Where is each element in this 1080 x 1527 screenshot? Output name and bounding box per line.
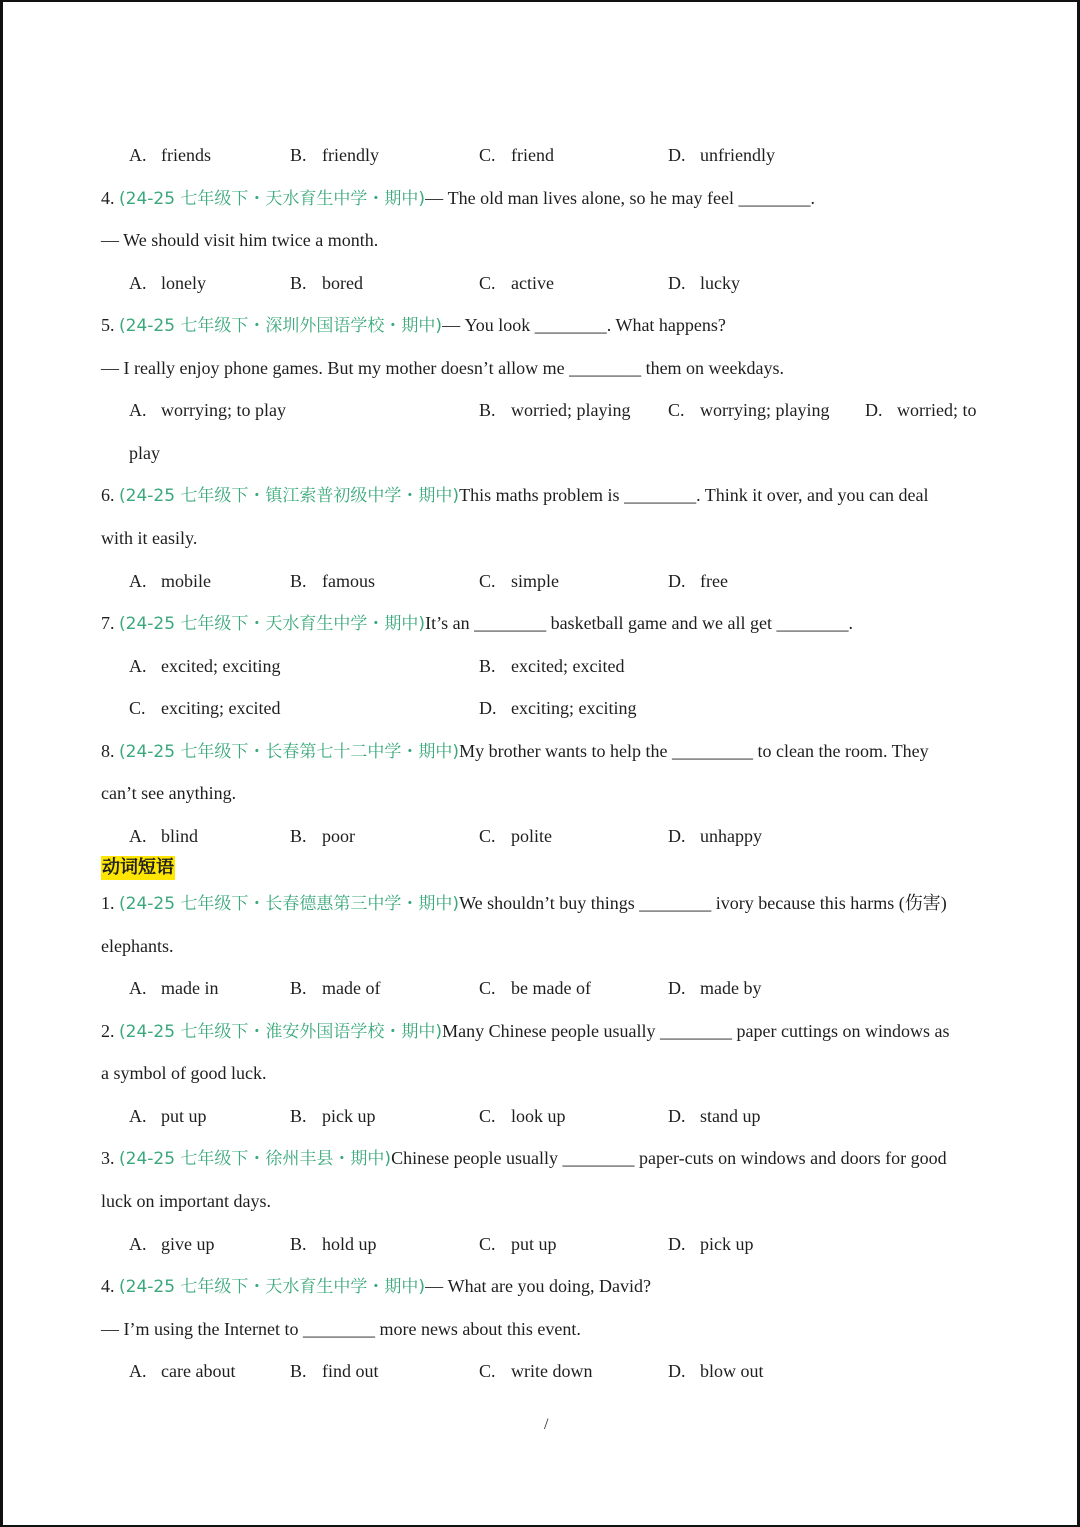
option-d: D. free — [668, 571, 728, 591]
option-d: D. exciting; exciting — [479, 698, 637, 718]
option-b: B. hold up — [290, 1234, 377, 1254]
option-a: A. mobile — [129, 571, 211, 591]
option-a: A. excited; exciting — [129, 656, 281, 676]
question-continuation: with it easily. — [101, 528, 198, 548]
option-c: C. polite — [479, 826, 552, 846]
option-b: B. worried; playing — [479, 400, 631, 420]
question-stem: 8. (24-25 七年级下・长春第七十二中学・期中)My brother wants to help the _________ to clean the room. They — [101, 741, 929, 762]
question-stem: 7. (24-25 七年级下・天水育生中学・期中)It’s an ________ basketball game and we all get ________. — [101, 613, 853, 634]
question-continuation: luck on important days. — [101, 1191, 271, 1211]
option-c: C. friend — [479, 145, 554, 165]
question-continuation: — I really enjoy phone games. But my mother doesn’t allow me ________ them on weekdays. — [101, 358, 785, 378]
option-c: C. put up — [479, 1234, 557, 1254]
question-continuation: — We should visit him twice a month. — [101, 230, 379, 250]
option-a: A. friends — [129, 145, 211, 165]
question-stem: 5. (24-25 七年级下・深圳外国语学校・期中)— You look ________. What happens? — [101, 315, 726, 336]
section-heading: 动词短语 — [102, 857, 174, 878]
option-a: A. worrying; to play — [129, 400, 286, 420]
option-d: D. worried; to — [865, 400, 977, 420]
option-a: A. give up — [129, 1234, 215, 1254]
option-c: C. worrying; playing — [668, 400, 830, 420]
option-a: A. care about — [129, 1361, 236, 1381]
option-d: D. pick up — [668, 1234, 754, 1254]
option-b: B. excited; excited — [479, 656, 625, 676]
question-stem: 6. (24-25 七年级下・镇江索普初级中学・期中)This maths problem is ________. Think it over, and you can deal — [101, 485, 929, 506]
option-d: D. stand up — [668, 1106, 761, 1126]
question-continuation: a symbol of good luck. — [101, 1063, 267, 1083]
option-b: B. bored — [290, 273, 363, 293]
question-stem: 1. (24-25 七年级下・长春德惠第三中学・期中)We shouldn’t buy things ________ ivory because this harms (伤害) — [101, 893, 947, 914]
option-b: B. pick up — [290, 1106, 376, 1126]
option-d-wrap: play — [129, 443, 160, 463]
option-b: B. made of — [290, 978, 381, 998]
option-d: D. unhappy — [668, 826, 762, 846]
option-c: C. simple — [479, 571, 559, 591]
question-continuation: elephants. — [101, 936, 174, 956]
question-stem: 4. (24-25 七年级下・天水育生中学・期中)— The old man lives alone, so he may feel ________. — [101, 188, 815, 209]
option-d: D. made by — [668, 978, 762, 998]
question-stem: 3. (24-25 七年级下・徐州丰县・期中)Chinese people usually ________ paper-cuts on windows and doors for good — [101, 1148, 947, 1169]
option-a: A. put up — [129, 1106, 207, 1126]
page-footer: / — [544, 1416, 549, 1433]
option-d: D. lucky — [668, 273, 740, 293]
option-c: C. look up — [479, 1106, 566, 1126]
question-continuation: can’t see anything. — [101, 783, 237, 803]
option-c: C. write down — [479, 1361, 593, 1381]
question-stem: 4. (24-25 七年级下・天水育生中学・期中)— What are you doing, David? — [101, 1276, 652, 1297]
option-b: B. famous — [290, 571, 375, 591]
option-d: D. blow out — [668, 1361, 764, 1381]
option-b: B. poor — [290, 826, 355, 846]
option-b: B. friendly — [290, 145, 379, 165]
option-a: A. made in — [129, 978, 219, 998]
option-b: B. find out — [290, 1361, 379, 1381]
question-stem: 2. (24-25 七年级下・淮安外国语学校・期中)Many Chinese people usually ________ paper cuttings on windows as — [101, 1021, 950, 1042]
option-a: A. lonely — [129, 273, 206, 293]
option-d: D. unfriendly — [668, 145, 775, 165]
option-c: C. active — [479, 273, 554, 293]
question-continuation: — I’m using the Internet to ________ more news about this event. — [101, 1319, 581, 1339]
option-c: C. exciting; excited — [129, 698, 281, 718]
option-c: C. be made of — [479, 978, 591, 998]
option-a: A. blind — [129, 826, 199, 846]
